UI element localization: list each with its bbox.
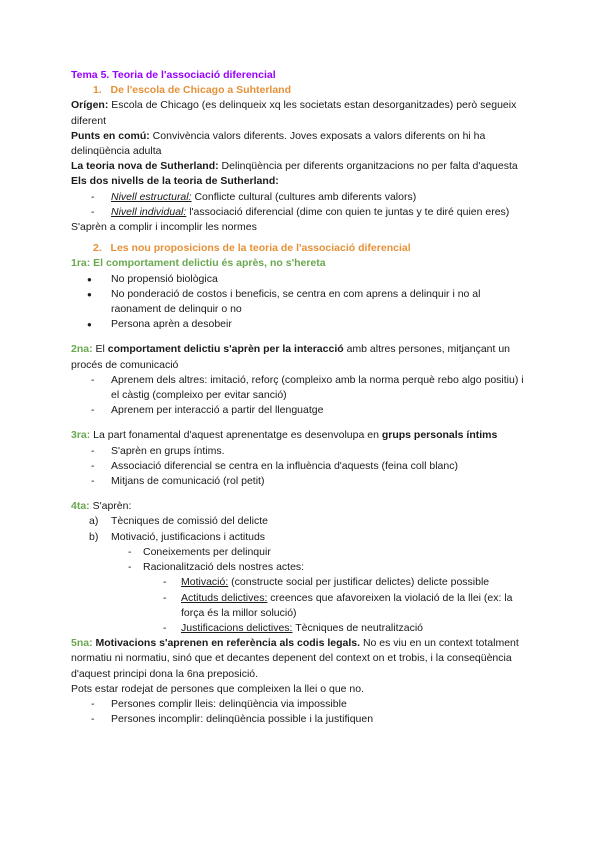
dash-marker: - (91, 373, 95, 386)
list-item (71, 459, 531, 474)
list-item-text: Tècniques de neutralització (292, 621, 424, 634)
list-item (71, 697, 531, 712)
list-item-label: Justificacions delictives: (181, 621, 293, 634)
proposition-3-label: 3ra: (71, 429, 91, 442)
proposition-4-paragraph (71, 499, 531, 514)
list-item-text: Persones complir lleis: delinqüència via impossible (111, 697, 347, 710)
proposition-4-label: 4ta: (71, 500, 90, 513)
list-item (71, 575, 531, 590)
list-item (71, 205, 531, 220)
proposition-2-label: 2na: (71, 343, 93, 356)
section-1-number: 1. (93, 84, 102, 97)
list-item (71, 373, 531, 403)
section-2-title: Les nou proposicions de la teoria de l'associació diferencial (110, 242, 411, 255)
origen-paragraph (71, 98, 531, 128)
list-item (71, 560, 531, 575)
dash-marker: - (91, 459, 95, 472)
section-1-title: De l'escola de Chicago a Suhterland (110, 84, 291, 97)
alpha-marker: b) (89, 530, 99, 543)
document-page (71, 68, 531, 727)
nivell-1-label: Nivell estructural: (111, 190, 192, 203)
list-item (71, 317, 531, 332)
proposition-5-label: 5na: (71, 637, 93, 650)
proposition-1-heading: 1ra: El comportament delictiu és après, no s'hereta (71, 257, 326, 270)
proposition-2-pre: El (92, 343, 108, 356)
dash-marker: - (163, 621, 167, 634)
nivells-heading: Els dos nivells de la teoria de Sutherland: (71, 175, 279, 188)
list-item-text: Mitjans de comunicació (rol petit) (111, 475, 265, 488)
section-2-heading (71, 241, 531, 256)
punts-label: Punts en comú: (71, 129, 150, 142)
dash-marker: - (91, 697, 95, 710)
teoria-label: La teoria nova de Sutherland: (71, 160, 219, 173)
list-item (71, 514, 531, 529)
proposition-3-pre: La part fonamental d'aquest aprenentatge es desenvolupa en (90, 429, 382, 442)
list-item-text: Racionalització dels nostres actes: (143, 561, 305, 574)
teoria-paragraph (71, 159, 531, 174)
apren-paragraph: S'aprèn a complir i incomplir les normes (71, 221, 257, 234)
dash-marker: - (91, 205, 95, 218)
list-item (71, 712, 531, 727)
proposition-4-text: S'aprèn: (89, 500, 132, 513)
nivell-2-label: Nivell individual: (111, 205, 187, 218)
origen-text: Escola de Chicago (es delinqueix xq les societats estan desorganitzades) però segueix diferent (71, 99, 517, 127)
list-item (71, 530, 531, 545)
nivell-1-text: Conflicte cultural (cultures amb diferents valors) (191, 190, 417, 203)
dash-marker: - (163, 591, 167, 604)
list-item-text: No ponderació de costos i beneficis, se centra en com aprens a delinquir i no al raonament de delinquir o no (111, 287, 481, 316)
list-item (71, 190, 531, 205)
proposition-2-post: amb altres persones, mitjançant un procés de comunicació (71, 343, 511, 371)
dash-marker: - (128, 545, 132, 558)
proposition-5-bold: Motivacions s'aprenen en referència als codis legals. (92, 637, 361, 650)
bullet-marker: ● (87, 320, 92, 330)
list-item (71, 444, 531, 459)
proposition-3-paragraph (71, 428, 531, 443)
bullet-marker: ● (87, 289, 92, 299)
list-item-label: Actituds delictives: (181, 591, 268, 604)
list-item (71, 545, 531, 560)
list-item (71, 591, 531, 621)
list-item-text: Persones incomplir: delinqüència possible i la justifiquen (111, 713, 374, 726)
proposition-2-paragraph (71, 342, 531, 372)
document-title: Tema 5. Teoria de l'associació diferencial (71, 69, 276, 81)
list-item-label: Motivació: (181, 576, 229, 589)
list-item (71, 621, 531, 636)
list-item-text: creences que afavoreixen la violació de la llei (ex: la força és la millor solució) (181, 591, 513, 619)
origen-label: Orígen: (71, 99, 109, 112)
dash-marker: - (91, 190, 95, 203)
punts-paragraph (71, 129, 531, 159)
dash-marker: - (128, 561, 132, 574)
dash-marker: - (91, 475, 95, 488)
list-item-text: Aprenem per interacció a partir del llenguatge (111, 404, 324, 417)
proposition-3-bold: grups personals íntims (381, 429, 498, 442)
list-item-text: (constructe social per justificar delictes) delicte possible (228, 576, 490, 589)
section-1-heading (71, 83, 531, 98)
proposition-5-paragraph (71, 636, 531, 682)
list-item-text: Coneixements per delinquir (143, 545, 271, 558)
proposition-5-line2: Pots estar rodejat de persones que compleixen la llei o que no. (71, 682, 365, 695)
list-item-text: Tècniques de comissió del delicte (111, 515, 268, 528)
list-item (71, 287, 531, 317)
alpha-marker: a) (89, 515, 99, 528)
list-item (71, 474, 531, 489)
list-item-text: Persona aprèn a desobeir (111, 318, 232, 331)
proposition-5-text: No es viu en un context totalment normatiu ni normatiu, sinó que et decantes depenent del context on et trobis, i la conseqüència d'aquest principi dona la 6na preposició. (71, 637, 519, 680)
bullet-marker: ● (87, 274, 92, 284)
dash-marker: - (163, 576, 167, 589)
dash-marker: - (91, 444, 95, 457)
teoria-text: Delinqüència per diferents organitzacions no per falta d'aquesta (218, 160, 518, 173)
list-item-text: No propensió biològica (111, 272, 218, 285)
list-item-text: Aprenem dels altres: imitació, reforç (compleixo amb la norma perquè rebo algo positiu) i el càstig (compleixo per evitar sanció) (111, 373, 524, 402)
list-item-text: Associació diferencial se centra en la influència d'aquests (feina coll blanc) (111, 459, 458, 472)
list-item-text: Motivació, justificacions i actituds (111, 530, 266, 543)
punts-text: Convivència valors diferents. Joves exposats a valors diferents on hi ha delinqüència adulta (71, 129, 486, 158)
dash-marker: - (91, 404, 95, 417)
dash-marker: - (91, 713, 95, 726)
list-item (71, 272, 531, 287)
proposition-2-bold: comportament delictiu s'aprèn per la interacció (107, 343, 344, 356)
list-item (71, 403, 531, 418)
nivell-2-text: l'associació diferencial (dime con quien te juntas y te diré quien eres) (186, 205, 510, 218)
section-2-number: 2. (93, 242, 102, 255)
list-item-text: S'aprèn en grups íntims. (111, 444, 225, 457)
